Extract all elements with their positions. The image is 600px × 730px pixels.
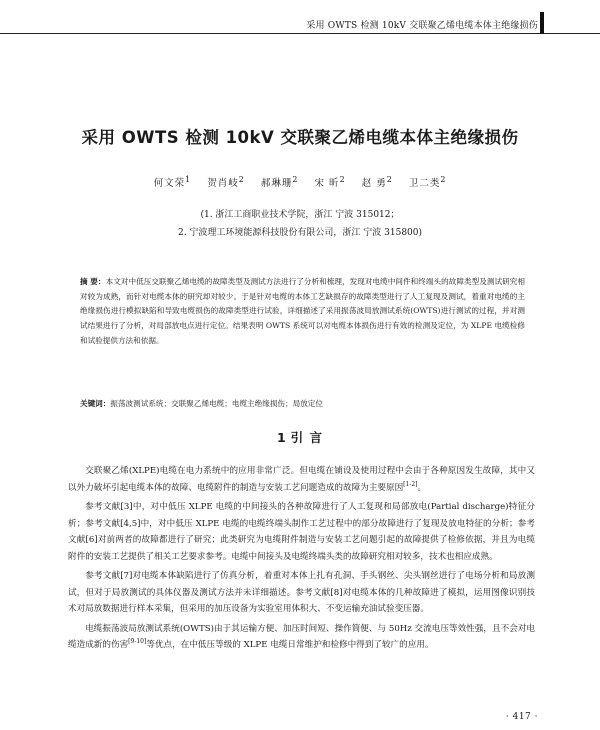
author: 赵 勇$^2$ <box>361 175 393 190</box>
citation: [1-2] <box>403 480 418 488</box>
page-number: · 417 · <box>505 712 538 722</box>
author: 何文荣$^1$ <box>153 175 192 190</box>
author: 卫二类$^2$ <box>408 175 447 190</box>
running-header-text: 采用 OWTS 检测 10kV 交联聚乙烯电缆本体主绝缘损伤 <box>306 21 538 31</box>
header-rule <box>0 33 600 34</box>
keywords-text: 振荡波测试系统；交联聚乙烯电缆；电缆主绝缘损伤；局放定位 <box>110 399 323 408</box>
paragraph: 参考文献[7]对电缆本体缺陷进行了仿真分析，着重对本体上扎有孔洞、手头钢丝、尖头钢丝进行了电场分析和局放测试，但对于局放测试的具体仪器及测试方法并未详细描述。参考文献[8]对电缆本体的几种故障进了模拟，运用图像识别技术对局放数据进行样本采集，但采用的加压设备为实验室用体积大、不变运输充油试验变压器。 <box>68 571 535 614</box>
running-header <box>0 8 600 36</box>
author: 郝琳珊$^2$ <box>260 175 299 190</box>
paragraph: 电缆振荡波局放测试系统(OWTS)由于其运输方便、加压时间短、操作简便、与 50Hz 交流电压等效性强，且不会对电缆造成新的伤害[9-10]等优点，在中低压等级的 XLPE 电缆日常维护和检修中得到了较广的应用。 <box>68 623 535 650</box>
keywords-label: 关键词： <box>80 399 111 408</box>
paragraph: 参考文献[3]中，对中低压 XLPE 电缆的中间接头的各种故障进行了人工复现和局部放电(Partial discharge)特征分析；参考文献[4,5]中，对中低压 XLPE 电缆的电缆终端头制作工艺过程中的部分故障进行了复现及放电特征的分析；参考文献[6]对前两者的故障都进行了研究；此类研究为电缆附件制造与安装工艺问题引起的故障提供了检修依据，并且为电缆附件的安装工艺提供了相关工艺要求参考。电缆中间接头及电缆终端头类的故障研究相对较多，技术也相应成熟。 <box>68 502 535 562</box>
author: 贺肖岐$^2$ <box>207 175 245 190</box>
article-title: 采用 OWTS 检测 10kV 交联聚乙烯电缆本体主绝缘损伤 <box>81 128 519 147</box>
affiliation-line: (1. 浙江工商职业技术学院，浙江 宁波 315012； <box>200 210 400 220</box>
paragraph: 交联聚乙烯(XLPE)电缆在电力系统中的应用非常广泛。但电缆在铺设及使用过程中会由于各种原因发生故障，其中又以外力破坏引起电缆本体的故障、电缆附件的制造与安装工艺问题造成的故障为主要原因[1-2]。 <box>68 466 535 493</box>
section-heading <box>0 428 600 446</box>
author: 宋 昕$^2$ <box>314 175 346 190</box>
citation: [9-10] <box>128 638 147 646</box>
body-text <box>68 463 535 657</box>
abstract-text: 本文对中低压交联聚乙烯电缆的故障类型及测试方法进行了分析和梳理，发现对电缆中间件和终端头的故障类型及测试研究相对较为成熟，而针对电缆本体的研究却对较少。于是针对电缆的本体工艺缺损存的故障类型进行了人工复现及测试，着重对电缆的主绝缘损伤进行模拟缺陷和导致电缆损伤的故障类型进行试验，详细描述了采用振荡波局放测试系统(OWTS)进行测试的过程，并对测试结果进行了分析，对局部放电点进行定位。结果表明 OWTS 系统可以对电缆本体损伤进行有效的检测及定位，为 XLPE 电缆检修和试验提供方法和依据。 <box>80 277 525 345</box>
keywords <box>80 397 525 411</box>
abstract-label: 摘 要： <box>80 277 106 286</box>
affiliation-line: 2. 宁波理工环境能源科技股份有限公司，浙江 宁波 315800) <box>177 228 423 238</box>
author-list <box>0 175 600 189</box>
section-title-text: 引 言 <box>290 430 324 445</box>
abstract <box>80 275 525 349</box>
page-edge-tab <box>540 12 544 34</box>
section-number: 1 <box>276 430 287 445</box>
affiliations <box>0 206 600 242</box>
